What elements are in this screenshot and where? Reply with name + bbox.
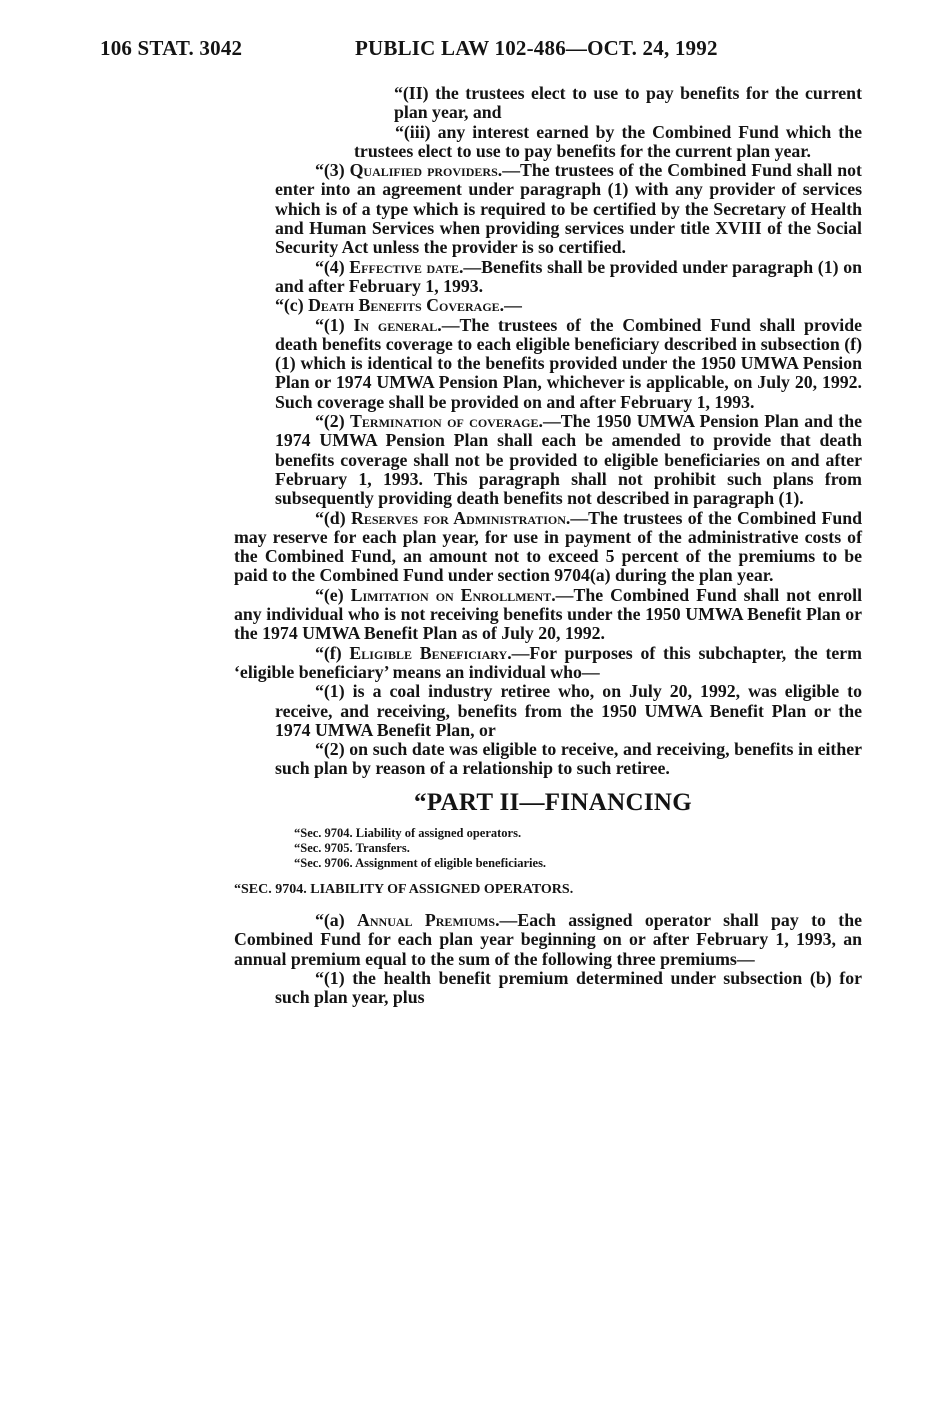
section-heading: “SEC. 9704. LIABILITY OF ASSIGNED OPERATORS. [234, 881, 574, 897]
paragraph-text: .—Benefits shall be provided under paragraph (1) on and after February 1, 1993. [275, 256, 862, 296]
paragraph-heading: Death Benefits Coverage [308, 295, 500, 316]
paragraph-heading: Eligible Beneficiary [349, 642, 508, 663]
paragraph-text: .—Each assigned operator shall pay to the Combined Fund for each plan year beginning on or after February 1, 1993, an annual premium equal to the sum of the following three premiums— [234, 909, 862, 969]
paragraph-text: .—The trustees of the Combined Fund may reserve for each plan year, for use in payment of the administrative costs of the Combined Fund, an amount not to exceed 5 percent of the premiums to be paid to the Combined Fund under section 9704(a) during the plan year. [234, 507, 862, 586]
subsection-d [234, 509, 862, 586]
paragraph-heading: Limitation on Enrollment [350, 584, 552, 605]
subsection-f [234, 644, 862, 683]
paragraph-iii: “(iii) any interest earned by the Combined Fund which the trustees elect to use to pay benefits for the current plan year. [354, 121, 862, 161]
paragraph-text: .—The Combined Fund shall not enroll any individual who is not receiving benefits under the 1950 UMWA Benefit Plan or the 1974 UMWA Benefit Plan as of July 20, 1992. [234, 584, 863, 644]
paragraph-lead: “(1) [315, 314, 354, 335]
paragraph-f2: “(2) on such date was eligible to receive, and receiving, benefits in either such plan by reason of a relationship to such retiree. [275, 739, 862, 779]
subsection-c [234, 296, 862, 315]
paragraph-lead: “(c) [275, 295, 309, 316]
paragraph-lead: “(d) [315, 507, 352, 528]
page-body [234, 84, 862, 1007]
subsection-a [234, 911, 862, 969]
paragraph-lead: “(a) [315, 909, 358, 930]
toc-entry: “Sec. 9706. Assignment of eligible beneficiaries. [294, 855, 547, 870]
paragraph-text: .— [499, 295, 522, 316]
toc-entry: “Sec. 9705. Transfers. [294, 840, 410, 855]
paragraph-heading: Annual Premiums [357, 909, 496, 930]
paragraph-text: .—The 1950 UMWA Pension Plan and the 1974 UMWA Pension Plan shall each be amended to provide that death benefits coverage shall not be provided to eligible beneficiaries on and after February 1, 1993. This paragraph shall not prohibit such plans from subsequently providing death benefits not described in paragraph (1). [275, 411, 862, 509]
paragraph-II: “(II) the trustees elect to use to pay benefits for the current plan year, and [394, 83, 862, 123]
paragraph-f1: “(1) is a coal industry retiree who, on July 20, 1992, was eligible to receive, and receiving, benefits from the 1950 UMWA Benefit Plan or the 1974 UMWA Benefit Plan, or [275, 681, 862, 740]
paragraph-a1: “(1) the health benefit premium determined under subsection (b) for such plan year, plus [275, 967, 862, 1008]
subsection-e [234, 586, 862, 644]
paragraph-heading: In general [353, 314, 438, 335]
paragraph-lead: “(e) [315, 584, 351, 605]
paragraph-heading: Effective date [349, 256, 459, 277]
paragraph-lead: “(2) [315, 411, 351, 432]
paragraph-text: .—The trustees of the Combined Fund shall not enter into an agreement under paragraph (1) with any provider of services which is of a type which is required to be certified by the Secretary of Health and Human Services when providing services under title XVIII of the Social Security Act unless the provider is so certified. [275, 160, 862, 258]
table-of-contents [234, 826, 862, 871]
running-title: PUBLIC LAW 102-486—OCT. 24, 1992 [355, 36, 718, 60]
paragraph-qualified-providers [234, 161, 862, 257]
paragraph-lead: “(3) [315, 160, 350, 181]
paragraph-effective-date [234, 258, 862, 297]
paragraph-in-general [234, 316, 862, 412]
paragraph-heading: Qualified providers [349, 160, 498, 181]
paragraph-text: .—For purposes of this subchapter, the term ‘eligible beneficiary’ means an individual who— [234, 642, 862, 682]
paragraph-heading: Reserves for Administration [351, 507, 566, 528]
paragraph-lead: “(f) [315, 642, 350, 663]
paragraph-heading: Termination of coverage [350, 411, 539, 432]
paragraph-text: .—The trustees of the Combined Fund shall provide death benefits coverage to each eligible beneficiary described in subsection (f)(1) which is identical to the benefits provided under the 1950 UMWA Pension Plan or 1974 UMWA Pension Plan, whichever is applicable, on July 20, 1992. Such coverage shall be provided on and after February 1, 1993. [275, 314, 862, 412]
part-heading: “PART II—FINANCING [414, 788, 692, 816]
page-reference: 106 STAT. 3042 [100, 36, 243, 60]
paragraph-lead: “(4) [315, 256, 350, 277]
toc-entry: “Sec. 9704. Liability of assigned operators. [294, 825, 522, 840]
paragraph-termination [234, 412, 862, 508]
